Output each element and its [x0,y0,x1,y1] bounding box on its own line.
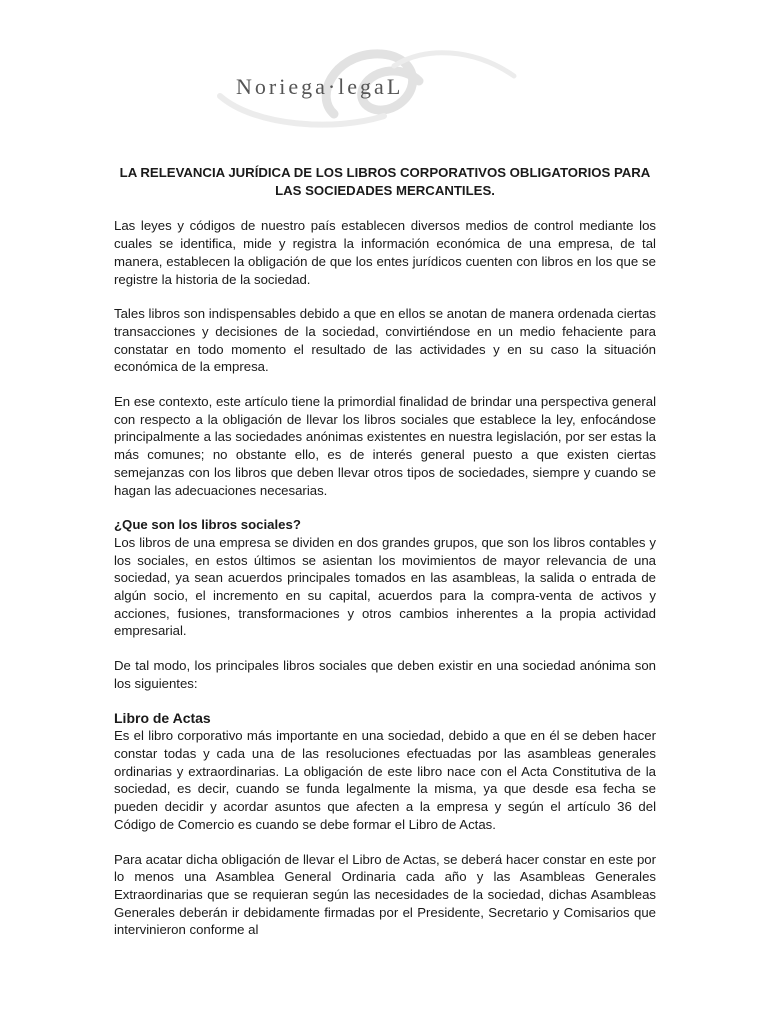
paragraph-books: Tales libros son indispensables debido a que en ellos se anotan de manera ordenada ciertas transacciones y decisiones de la sociedad, convirtiéndose en un medio fehaciente para constatar en todo momento el resultado de las actividades y en su caso la situación económica de la empresa. [114,306,656,375]
section-heading: Libro de Actas [114,709,211,726]
section-libro-de-actas [114,710,656,939]
paragraph-intro: Las leyes y códigos de nuestro país establecen diversos medios de control mediante los cuales se identifica, mide y registra la información económica de una empresa, de tal manera, establecen la obligación de que los entes jurídicos cuenten con libros en los que se registre la historia de la sociedad. [114,218,656,287]
section-heading: ¿Que son los libros sociales? [114,517,301,533]
document-title: LA RELEVANCIA JURÍDICA DE LOS LIBROS CORPORATIVOS OBLIGATORIOS PARA LAS SOCIEDADES MERCANTILES. [119,165,651,198]
logo-wordmark: Noriega·legaL [236,74,404,99]
section-body: Los libros de una empresa se dividen en dos grandes grupos, que son los libros contables y los sociales, en estos últimos se asientan los movimientos de mayor relevancia de una sociedad, ya sean acuerdos principales tomados en las asambleas, la salida o entrada de algún socio, el incremento en su capital, acuerdos para la compra-venta de activos y acciones, fusiones, transformaciones y otros cambios inherentes a la propia actividad empresarial. [114,534,656,639]
document-body [114,164,656,956]
paragraph-context: En ese contexto, este artículo tiene la primordial finalidad de brindar una perspectiva general con respecto a la obligación de llevar los libros sociales que establece la ley, enfocándose principalmente a las sociedades anónimas existentes en nuestra legislación, por ser estas la más comunes; no obstante ello, es de interés general puesto a que existen ciertas semejanzas con los libros que deben llevar otros tipos de sociedades, siempre y cuando se hagan las adecuaciones necesarias. [114,394,656,498]
section-body: Es el libro corporativo más importante en una sociedad, debido a que en él se deben hacer constar todas y cada una de las resoluciones efectuadas por las asambleas generales ordinarias y extraordinarias. La obligación de este libro nace con el Acta Constitutiva de la sociedad, es decir, cuando se funda legalmente la misma, ya que desde esa fecha se pueden decidir y acordar asuntos que afecten a la empresa y según el artículo 36 del Código de Comercio es cuando se debe formar el Libro de Actas. [114,728,656,832]
noriega-legal-logo [214,36,534,132]
section-followup: Para acatar dicha obligación de llevar el Libro de Actas, se deberá hacer constar en este por lo menos una Asamblea General Ordinaria cada año y las Asambleas Generales Extraordinarias que se requieran según las necesidades de la sociedad, dichas Asambleas Generales deberán ir debidamente firmadas por el Presidente, Secretario y Comisarios que intervinieron conforme al [114,851,656,938]
section-libros-sociales [114,516,656,692]
section-followup: De tal modo, los principales libros sociales que deben existir en una sociedad anónima son los siguientes: [114,658,656,691]
